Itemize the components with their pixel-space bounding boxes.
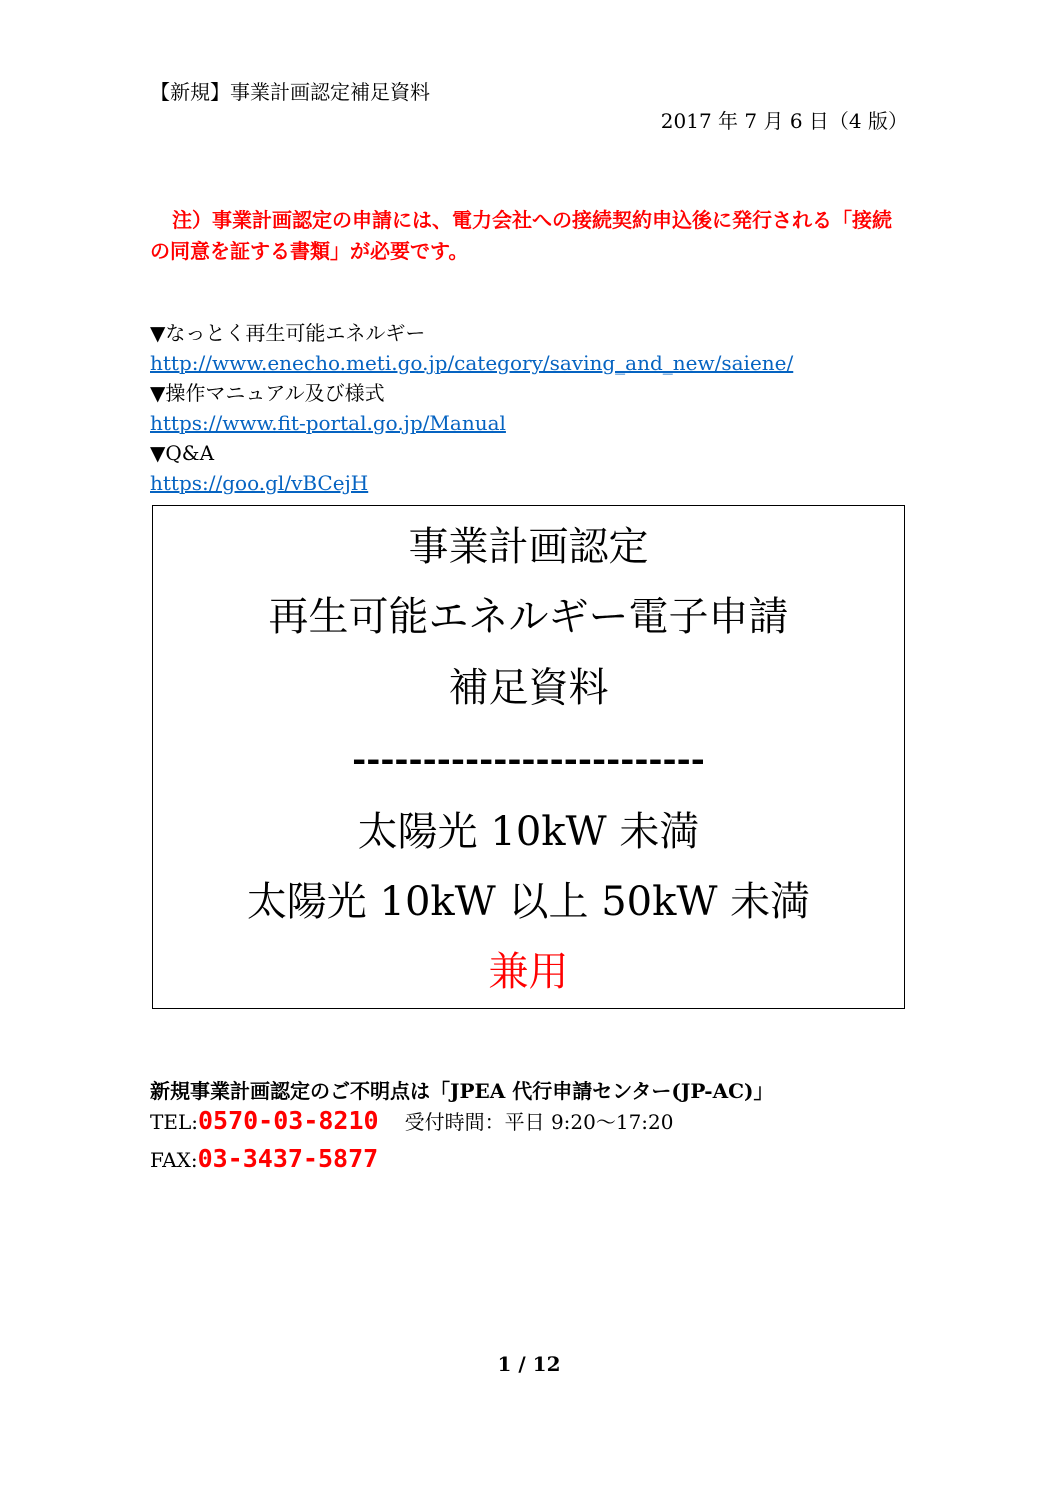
box-title-line5: 太陽光 10kW 以上 50kW 未満 [246, 879, 811, 925]
box-title-line1: 事業計画認定 [408, 524, 649, 570]
box-divider: ------------------------- [352, 740, 705, 780]
fax-number: 03-3437-5877 [197, 1144, 379, 1173]
link-label-qa: ▼Q&A [150, 441, 215, 465]
tel-number[interactable]: 0570-03-8210 [197, 1106, 379, 1135]
link-group-manual [150, 378, 506, 438]
link-saiene-url[interactable]: http://www.enecho.meti.go.jp/category/saving_and_new/saiene/ [150, 351, 794, 375]
document-header-title: 【新規】事業計画認定補足資料 [150, 80, 430, 104]
document-date: 2017 年 7 月 6 日（4 版） [660, 109, 908, 133]
link-qa-url[interactable]: https://goo.gl/vBCejH [150, 471, 369, 495]
office-hours: 受付時間：平日 9:20～17:20 [404, 1110, 674, 1134]
contact-title: 新規事業計画認定のご不明点は「JPEA 代行申請センター(JP-AC)」 [150, 1079, 774, 1103]
box-title-kenyo: 兼用 [488, 949, 569, 995]
contact-tel-line [150, 1106, 674, 1135]
link-label-saiene: ▼なっとく再生可能エネルギー [150, 321, 426, 345]
box-title-line4: 太陽光 10kW 未満 [357, 809, 700, 855]
tel-label: TEL: [150, 1110, 198, 1134]
application-note: 注）事業計画認定の申請には、電力会社への接続契約申込後に発行される「接続の同意を証する書類」が必要です。 [150, 208, 892, 263]
box-title-line2: 再生可能エネルギー電子申請 [268, 594, 789, 640]
page-number: 1 / 12 [497, 1352, 561, 1376]
box-title-line3: 補足資料 [448, 665, 609, 711]
link-manual-url[interactable]: https://www.fit-portal.go.jp/Manual [150, 411, 506, 435]
link-label-manual: ▼操作マニュアル及び様式 [150, 381, 385, 405]
link-group-saiene [150, 318, 793, 378]
title-box [152, 505, 905, 1009]
fax-label: FAX: [150, 1148, 198, 1172]
link-group-qa [150, 438, 368, 498]
contact-fax-line [150, 1144, 378, 1173]
